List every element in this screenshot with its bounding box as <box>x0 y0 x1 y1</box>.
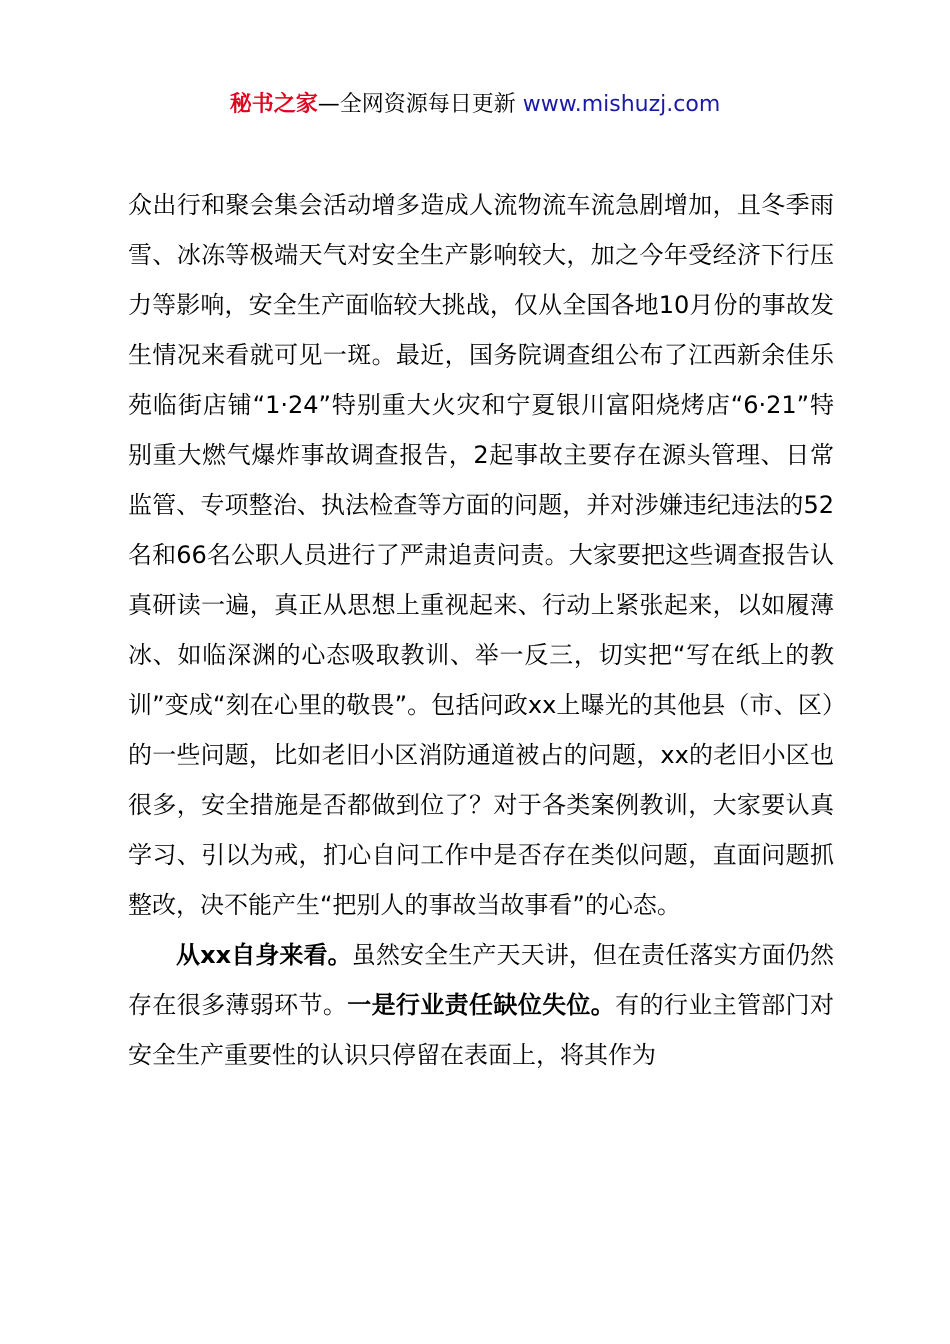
section-heading-self: 从xx自身来看。 <box>176 941 352 969</box>
site-url-link[interactable]: www.mishuzj.com <box>522 92 721 117</box>
site-tagline: —全网资源每日更新 <box>317 92 523 117</box>
body-paragraph-1: 众出行和聚会集会活动增多造成人流物流车流急剧增加，且冬季雨雪、冰冻等极端天气对安全生产影响较大，加之今年受经济下行压力等影响，安全生产面临较大挑战，仅从全国各地10月份的事故发生情况来看就可见一斑。最近，国务院调查组公布了江西新余佳乐苑临街店铺“1·24”特别重大火灾和宁夏银川富阳烧烤店“6·21”特别重大燃气爆炸事故调查报告，2起事故主要存在源头管理、日常监管、专项整治、执法检查等方面的问题，并对涉嫌违纪违法的52名和66名公职人员进行了严肃追责问责。大家要把这些调查报告认真研读一遍，真正从思想上重视起来、行动上紧张起来，以如履薄冰、如临深渊的心态吸取教训、举一反三，切实把“写在纸上的教训”变成“刻在心里的敬畏”。包括问政xx上曝光的其他县（市、区）的一些问题，比如老旧小区消防通道被占的问题，xx的老旧小区也很多，安全措施是否都做到位了？对于各类案例教训，大家要认真学习、引以为戒，扪心自问工作中是否存在类似问题，直面问题抓整改，决不能产生“把别人的事故当故事看”的心态。 <box>128 191 834 919</box>
paragraph-2-text-1: 虽然安全生产天天讲，但在责任落实方面仍然存在很多薄弱环节。 <box>128 941 834 1019</box>
point-one-heading: 一是行业责任缺位失位。 <box>347 991 616 1019</box>
page-header <box>0 88 950 122</box>
paragraph-2-text-2: 有的行业主管部门对安全生产重要性的认识只停留在表面上，将其作为 <box>128 991 835 1069</box>
site-brand: 秘书之家 <box>229 92 318 117</box>
document-body <box>128 180 834 1080</box>
body-paragraph-2 <box>128 930 834 1080</box>
